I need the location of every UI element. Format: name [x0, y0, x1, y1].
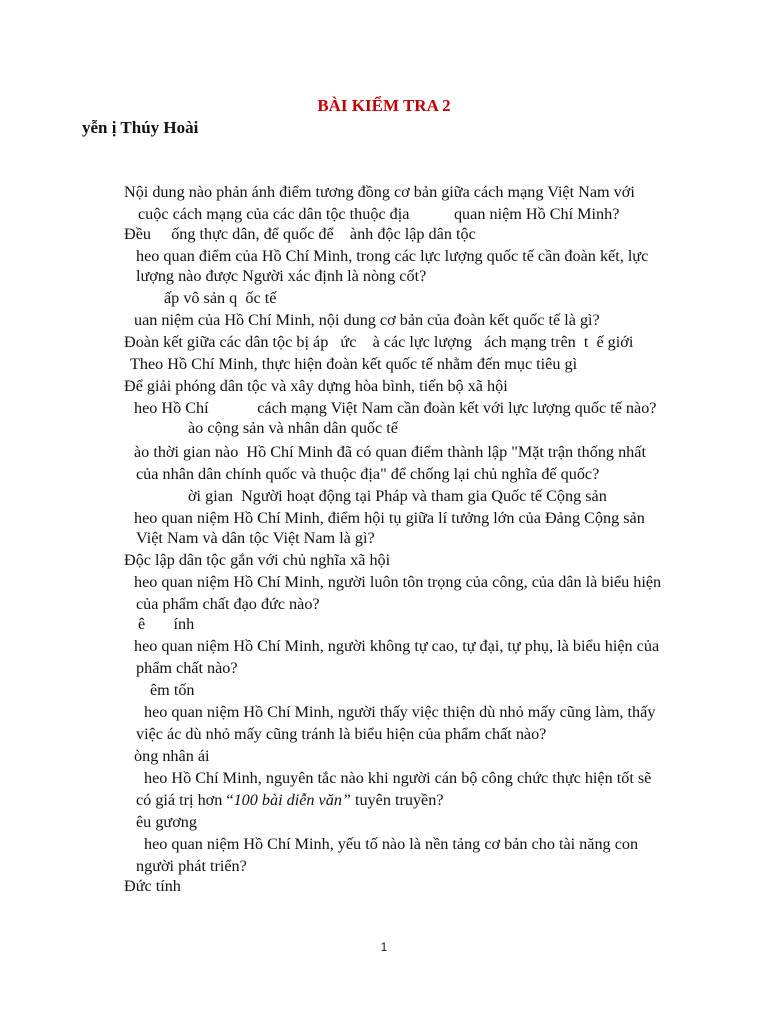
question-line: cuộc cách mạng của các dân tộc thuộc địa quan niệm Hồ Chí Minh? [138, 205, 620, 223]
question-line: lượng nào được Người xác định là nòng cốt? [136, 267, 427, 285]
question-line: heo Hồ Chí cách mạng Việt Nam cần đoàn kết với lực lượng quốc tế nào? [134, 399, 657, 417]
answer-line: Để giải phóng dân tộc và xây dựng hòa bình, tiến bộ xã hội [124, 377, 508, 395]
answer-line: êu gương [136, 813, 197, 831]
answer-line: ời gian Người hoạt động tại Pháp và tham gia Quốc tế Cộng sản [188, 487, 607, 505]
question-line: Nội dung nào phản ánh điểm tương đồng cơ bản giữa cách mạng Việt Nam với [124, 183, 635, 201]
answer-line: ào cộng sản và nhân dân quốc tế [188, 419, 398, 437]
question-line [136, 790, 444, 810]
question-line: của phẩm chất đạo đức nào? [136, 595, 320, 613]
answer-line: Đức tính [124, 877, 181, 895]
question-line: của nhân dân chính quốc và thuộc địa" để chống lại chủ nghĩa đế quốc? [136, 465, 600, 483]
question-line: heo Hồ Chí Minh, nguyên tắc nào khi người cán bộ công chức thực hiện tốt sẽ [144, 769, 652, 787]
question-line: Theo Hồ Chí Minh, thực hiện đoàn kết quốc tế nhằm đến mục tiêu gì [130, 355, 578, 373]
answer-line: ấp vô sản q ốc tế [164, 289, 277, 307]
question-line: Việt Nam và dân tộc Việt Nam là gì? [136, 529, 375, 547]
question-line: heo quan niệm Hồ Chí Minh, yếu tố nào là nền tảng cơ bản cho tài năng con [144, 835, 639, 853]
question-line: heo quan điểm của Hồ Chí Minh, trong các lực lượng quốc tế cần đoàn kết, lực [136, 247, 649, 265]
question-line: heo quan niệm Hồ Chí Minh, điểm hội tụ giữa lí tưởng lớn của Đảng Cộng sản [134, 509, 645, 527]
question-line: uan niệm của Hồ Chí Minh, nội dung cơ bản của đoàn kết quốc tế là gì? [134, 311, 600, 329]
answer-line: Độc lập dân tộc gắn với chủ nghĩa xã hội [124, 551, 391, 569]
question-text: tuyên truyền? [350, 791, 444, 809]
question-line: heo quan niệm Hồ Chí Minh, người thấy việc thiện dù nhỏ mấy cũng làm, thấy [144, 703, 656, 721]
question-line: phẩm chất nào? [136, 659, 238, 677]
author-name: yễn ị Thúy Hoài [82, 118, 199, 137]
question-line: heo quan niệm Hồ Chí Minh, người không tự cao, tự đại, tự phụ, là biểu hiện của [134, 637, 660, 655]
question-line: ào thời gian nào Hồ Chí Minh đã có quan điểm thành lập "Mặt trận thống nhất [134, 443, 646, 461]
italic-quote: 100 bài diễn văn” [233, 791, 351, 809]
question-line: heo quan niệm Hồ Chí Minh, người luôn tôn trọng của công, của dân là biểu hiện [134, 573, 662, 591]
answer-line: Đoàn kết giữa các dân tộc bị áp ức à các lực lượng ách mạng trên t ế giới [124, 333, 634, 351]
question-text: có giá trị hơn “ [136, 791, 234, 809]
answer-line: ê ính [138, 615, 195, 633]
answer-line: êm tốn [150, 681, 195, 699]
document-title: BÀI KIỂM TRA 2 [317, 96, 451, 115]
answer-line: òng nhân ái [134, 747, 210, 765]
question-line: việc ác dù nhỏ mấy cũng tránh là biểu hiện của phẩm chất nào? [136, 725, 547, 743]
question-line: người phát triển? [136, 857, 247, 875]
page-number: 1 [380, 940, 388, 954]
answer-line: Đều ống thực dân, để quốc để ành độc lập dân tộc [124, 225, 476, 243]
